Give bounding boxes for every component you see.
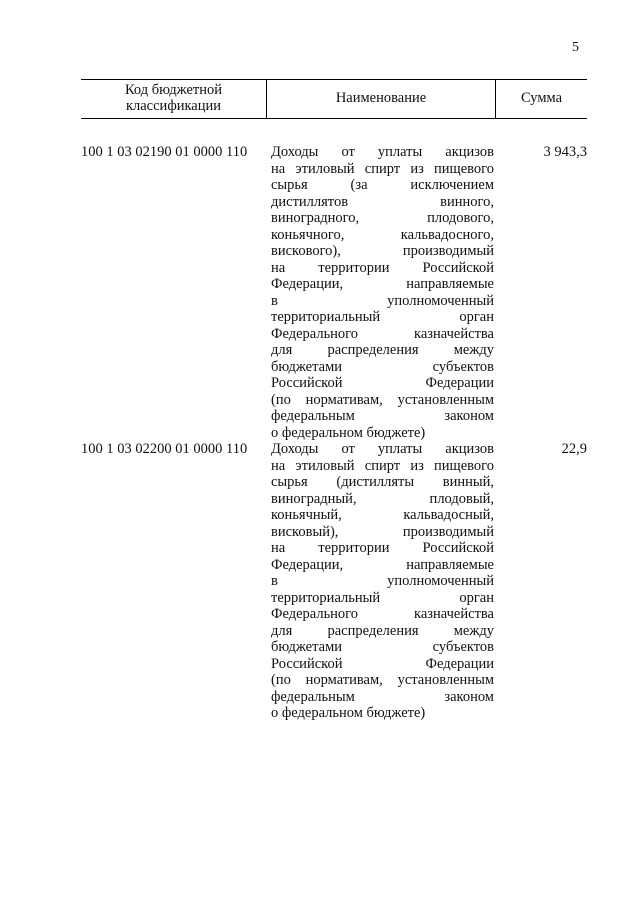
row-name-line: бюджетами субъектов — [271, 639, 494, 655]
row-name-line: Федерации, направляемые — [271, 276, 494, 292]
row-name-line: о федеральном бюджете) — [271, 424, 426, 441]
page-number: 5 — [572, 40, 579, 55]
row-name-line: о федеральном бюджете) — [271, 705, 426, 721]
row-code: 100 1 03 02190 01 0000 110 — [81, 144, 248, 160]
row-name-line: Российской Федерации — [271, 375, 494, 391]
row-name-line: коньячный, кальвадосный, — [271, 507, 494, 523]
row-name — [271, 144, 494, 441]
table-header — [81, 79, 587, 119]
table-row — [81, 144, 587, 441]
row-name — [271, 441, 494, 722]
row-name-line: сырья (за исключением — [271, 177, 494, 193]
row-name-line: Российской Федерации — [271, 655, 494, 672]
row-name-line: для распределения между — [271, 622, 494, 639]
row-name-line: виноградного, плодового, — [271, 210, 494, 226]
header-code-line: Код бюджетной — [124, 82, 222, 98]
row-name-line: висковый), производимый — [271, 523, 494, 540]
row-name-line: сырья (дистилляты винный, — [271, 474, 494, 490]
header-code — [81, 82, 266, 114]
row-name-line: территориальный орган — [271, 589, 494, 606]
header-code-line: классификации — [125, 98, 222, 114]
row-name-line: (по нормативам, установленным — [271, 672, 494, 688]
table-body — [81, 144, 587, 722]
row-sum: 3 943,3 — [543, 144, 587, 160]
row-name-line: на этиловый спирт из пищевого — [271, 160, 494, 177]
header-name: Наименование — [335, 90, 427, 106]
row-name-line: территориальный орган — [271, 309, 494, 325]
row-name-line: Федерального казначейства — [271, 325, 494, 342]
row-name-line: Федерации, направляемые — [271, 556, 494, 573]
row-name-line: (по нормативам, установленным — [271, 391, 494, 408]
row-name-line: коньячного, кальвадосного, — [271, 226, 494, 243]
row-name-line: на территории Российской — [271, 540, 494, 556]
row-sum: 22,9 — [561, 441, 587, 457]
row-name-line: виноградный, плодовый, — [271, 490, 494, 507]
row-name-line: Федерального казначейства — [271, 606, 494, 622]
row-code: 100 1 03 02200 01 0000 110 — [81, 441, 248, 457]
row-name-line: вискового), производимый — [271, 243, 494, 259]
row-name-line: дистиллятов винного, — [271, 193, 494, 210]
row-name-line: на территории Российской — [271, 259, 494, 276]
table-row — [81, 441, 587, 722]
row-name-line: Доходы от уплаты акцизов — [271, 441, 494, 457]
row-name-line: в уполномоченный — [271, 292, 494, 309]
row-name-line: бюджетами субъектов — [271, 358, 494, 375]
budget-table — [81, 79, 587, 722]
row-name-line: для распределения между — [271, 342, 494, 358]
row-name-line: федеральным законом — [271, 408, 494, 424]
row-name-line: Доходы от уплаты акцизов — [271, 144, 494, 160]
row-name-line: федеральным законом — [271, 688, 494, 705]
row-name-line: в уполномоченный — [271, 573, 494, 589]
header-sum: Сумма — [520, 90, 563, 106]
row-name-line: на этиловый спирт из пищевого — [271, 457, 494, 474]
